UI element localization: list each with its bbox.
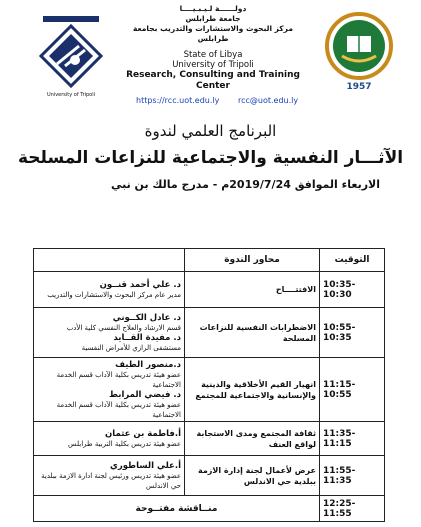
speaker-role: قسم الارشاد والعلاج النفسي كلية الأدب bbox=[66, 323, 181, 332]
row-speakers bbox=[34, 358, 185, 422]
header-center-en-1: Research, Consulting and Training bbox=[126, 70, 300, 80]
header-center-ar-2: طرابلس bbox=[197, 34, 229, 43]
header-center-ar-1: مركز البحوث والاستشارات والتدريب بجامعة bbox=[133, 24, 293, 33]
row-time: 11:35-11:15 bbox=[320, 422, 385, 456]
logo-left-caption: University of Tripoli bbox=[47, 92, 95, 98]
speaker-name: أ.علي الساطوري bbox=[110, 460, 181, 471]
speaker-name: د.منصور الطيف bbox=[115, 359, 181, 370]
row-time: 12:25-11:55 bbox=[320, 496, 385, 522]
speaker-name: د. فيضي المرابط bbox=[109, 389, 181, 400]
schedule-table bbox=[33, 248, 385, 522]
email-link[interactable]: rcc@uot.edu.ly bbox=[238, 96, 299, 105]
row-axis: عرض لأعمال لجنة إدارة الازمة ببلدية حي الاندلس bbox=[185, 456, 320, 496]
header-state-en: State of Libya bbox=[183, 50, 243, 60]
row-axis: الافتتــــاح bbox=[185, 272, 320, 308]
row-axis: الاضطرابات النفسية للنزاعات المسلحة bbox=[185, 308, 320, 358]
header-time: التوقيت bbox=[320, 249, 385, 272]
speaker-role: عضو هيئة تدريس بكلية الآداب قسم الخدمة الاجتماعية bbox=[56, 400, 181, 419]
speaker-role: عضو هيئة تدريس بكلية الآداب قسم الخدمة الاجتماعية bbox=[56, 370, 181, 389]
research-center-logo-icon bbox=[35, 14, 107, 94]
website-link[interactable]: https://rcc.uot.edu.ly bbox=[136, 96, 220, 105]
row-time: 11:15-10:55 bbox=[320, 358, 385, 422]
row-axis: ثقافة المجتمع ومدى الاستجابة لواقع العنف bbox=[185, 422, 320, 456]
table-row bbox=[34, 456, 385, 496]
letterhead bbox=[0, 0, 421, 110]
table-row bbox=[34, 308, 385, 358]
speaker-role: عضو هيئة تدريس ورئيس لجنة ادارة الازمة ببلدية حي الاندلس bbox=[41, 471, 181, 490]
row-time: 10:55-10:35 bbox=[320, 308, 385, 358]
row-axis: انهيار القيم الأخلاقية والدينية والإنسانية والاجتماعية للمجتمع bbox=[185, 358, 320, 422]
table-header-row bbox=[34, 249, 385, 272]
speaker-name: د. عادل الكــوني bbox=[112, 312, 181, 323]
row-speakers bbox=[34, 422, 185, 456]
speaker-role: عضو هيئة تدريس بكلية التربية طرابلس bbox=[68, 439, 181, 448]
row-speakers bbox=[34, 272, 185, 308]
header-country-ar: دولــــــة لـيـبـيــــا bbox=[179, 4, 247, 13]
date-venue: الاربعاء الموافق 2019/7/24م - مدرج مالك بن نبي bbox=[110, 178, 380, 191]
row-time: 10:35-10:30 bbox=[320, 272, 385, 308]
program-title: البرنامج العلمي لندوة bbox=[144, 122, 277, 140]
university-logo bbox=[318, 10, 400, 100]
header-text-block bbox=[110, 4, 316, 92]
header-university-ar: جامعة طرابلس bbox=[185, 14, 241, 23]
speaker-name: د. مفيدة القــايد bbox=[113, 332, 181, 343]
table-row bbox=[34, 496, 385, 522]
speaker-name: أ.فاطمة بن عثمان bbox=[105, 428, 181, 439]
row-speakers bbox=[34, 308, 185, 358]
seminar-title: الآثـــار النفسية والاجتماعية للنزاعات المسلحة bbox=[17, 148, 404, 168]
speaker-role: مستشفى الرازي للأمراض النفسية bbox=[81, 343, 181, 352]
table-row bbox=[34, 272, 385, 308]
header-center-en-2: Center bbox=[196, 81, 230, 91]
header-university-en: University of Tripoli bbox=[172, 60, 254, 70]
speaker-name: د. علي أحمد قنــون bbox=[99, 279, 181, 290]
row-speakers bbox=[34, 456, 185, 496]
university-emblem-icon bbox=[318, 10, 400, 82]
header-speaker bbox=[34, 249, 185, 272]
logo-year: 1957 bbox=[346, 82, 372, 92]
row-axis: منــاقشة مفتــوحة bbox=[34, 496, 320, 522]
table-row bbox=[34, 422, 385, 456]
speaker-role: مدير عام مركز البحوث والاستشارات والتدريب bbox=[47, 290, 181, 299]
table-row bbox=[34, 358, 385, 422]
header-axis: محاور الندوة bbox=[185, 249, 320, 272]
row-time: 11:55-11:35 bbox=[320, 456, 385, 496]
